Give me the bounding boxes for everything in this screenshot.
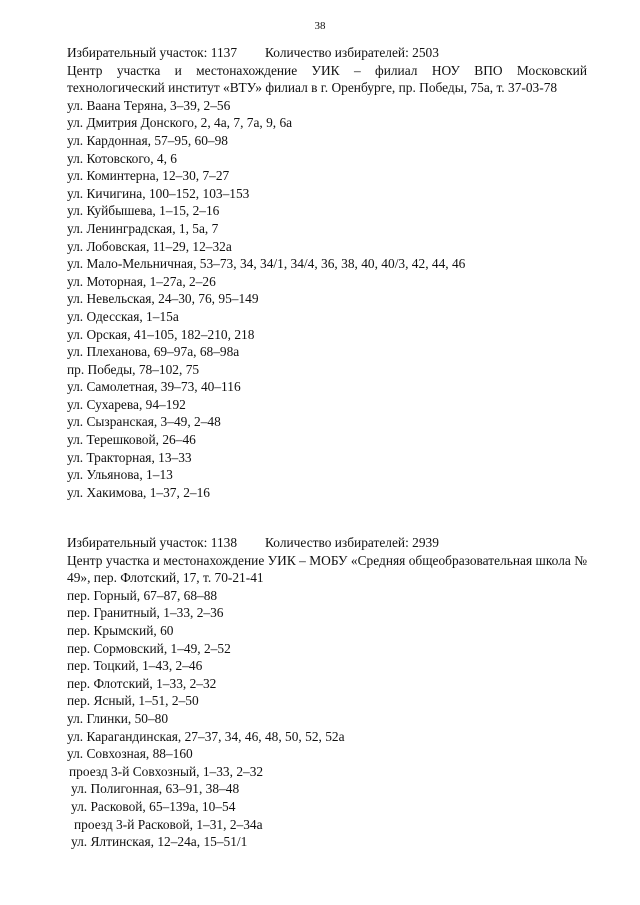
section-header	[67, 44, 587, 62]
street-item: ул. Хакимова, 1–37, 2–16	[67, 484, 210, 500]
street-item: ул. Моторная, 1–27а, 2–26	[67, 273, 216, 289]
street-item: ул. Ленинградская, 1, 5а, 7	[67, 220, 219, 236]
street-item: пер. Крымский, 60	[67, 622, 174, 638]
street-item: ул. Плеханова, 69–97а, 68–98а	[67, 344, 240, 360]
street-item: ул. Дмитрия Донского, 2, 4а, 7, 7а, 9, 6а	[67, 115, 293, 131]
street-item: ул. Котовского, 4, 6	[67, 150, 177, 166]
street-item: ул. Тракторная, 13–33	[67, 449, 192, 465]
street-item: ул. Карагандинская, 27–37, 34, 46, 48, 50, 52, 52а	[67, 728, 345, 744]
voters-count: Количество избирателей: 2503	[265, 45, 439, 60]
street-item: пер. Гранитный, 1–33, 2–36	[67, 605, 224, 621]
street-item: ул. Кичигина, 100–152, 103–153	[67, 185, 250, 201]
street-item: ул. Коминтерна, 12–30, 7–27	[67, 168, 230, 184]
station-label: Избирательный участок: 1138	[67, 535, 238, 550]
street-item: ул. Ваана Теряна, 3–39, 2–56	[67, 97, 231, 113]
street-item: ул. Куйбышева, 1–15, 2–16	[67, 203, 220, 219]
street-item: ул. Терешковой, 26–46	[67, 432, 196, 448]
street-item: ул. Одесская, 1–15а	[67, 308, 179, 324]
street-item: пер. Ясный, 1–51, 2–50	[67, 693, 199, 709]
street-list	[67, 587, 587, 851]
station-label: Избирательный участок: 1137	[67, 45, 238, 60]
street-item: ул. Полигонная, 63–91, 38–48	[71, 781, 240, 797]
station-center-description: Центр участка и местонахождение УИК – филиал НОУ ВПО Московский технологический институт «ВТУ» филиал в г. Оренбурге, пр. Победы, 75а, т. 37-03-78	[67, 62, 587, 96]
street-list	[67, 97, 587, 502]
street-item: ул. Орская, 41–105, 182–210, 218	[67, 326, 255, 342]
station-center-description: Центр участка и местонахождение УИК – МОБУ «Средняя общеобразовательная школа № 49», пер. Флотский, 17, т. 70-21-41	[67, 552, 587, 586]
street-item: ул. Ульянова, 1–13	[67, 467, 173, 483]
street-item: проезд 3-й Расковой, 1–31, 2–34а	[74, 816, 263, 832]
street-item: ул. Глинки, 50–80	[67, 710, 169, 726]
page-number: 38	[314, 20, 326, 32]
street-item: ул. Невельская, 24–30, 76, 95–149	[67, 291, 259, 307]
street-item: ул. Кардонная, 57–95, 60–98	[67, 132, 228, 148]
street-item: пр. Победы, 78–102, 75	[67, 361, 200, 377]
polling-station-1137	[67, 44, 587, 501]
street-item: пер. Горный, 67–87, 68–88	[67, 587, 218, 603]
section-header	[67, 534, 587, 552]
street-item: пер. Тоцкий, 1–43, 2–46	[67, 658, 203, 674]
street-item: ул. Сызранская, 3–49, 2–48	[67, 414, 221, 430]
street-item: пер. Флотский, 1–33, 2–32	[67, 675, 217, 691]
street-item: ул. Ялтинская, 12–24а, 15–51/1	[71, 834, 248, 850]
street-item: ул. Расковой, 65–139а, 10–54	[71, 798, 236, 814]
street-item: ул. Совхозная, 88–160	[67, 746, 193, 762]
street-item: ул. Лобовская, 11–29, 12–32а	[67, 238, 232, 254]
street-item: пер. Сормовский, 1–49, 2–52	[67, 640, 231, 656]
polling-station-1138	[67, 534, 587, 851]
voters-count: Количество избирателей: 2939	[265, 535, 439, 550]
street-item: ул. Мало-Мельничная, 53–73, 34, 34/1, 34/4, 36, 38, 40, 40/3, 42, 44, 46	[67, 256, 466, 272]
street-item: ул. Сухарева, 94–192	[67, 396, 186, 412]
street-item: ул. Самолетная, 39–73, 40–116	[67, 379, 241, 395]
street-item: проезд 3-й Совхозный, 1–33, 2–32	[69, 763, 264, 779]
